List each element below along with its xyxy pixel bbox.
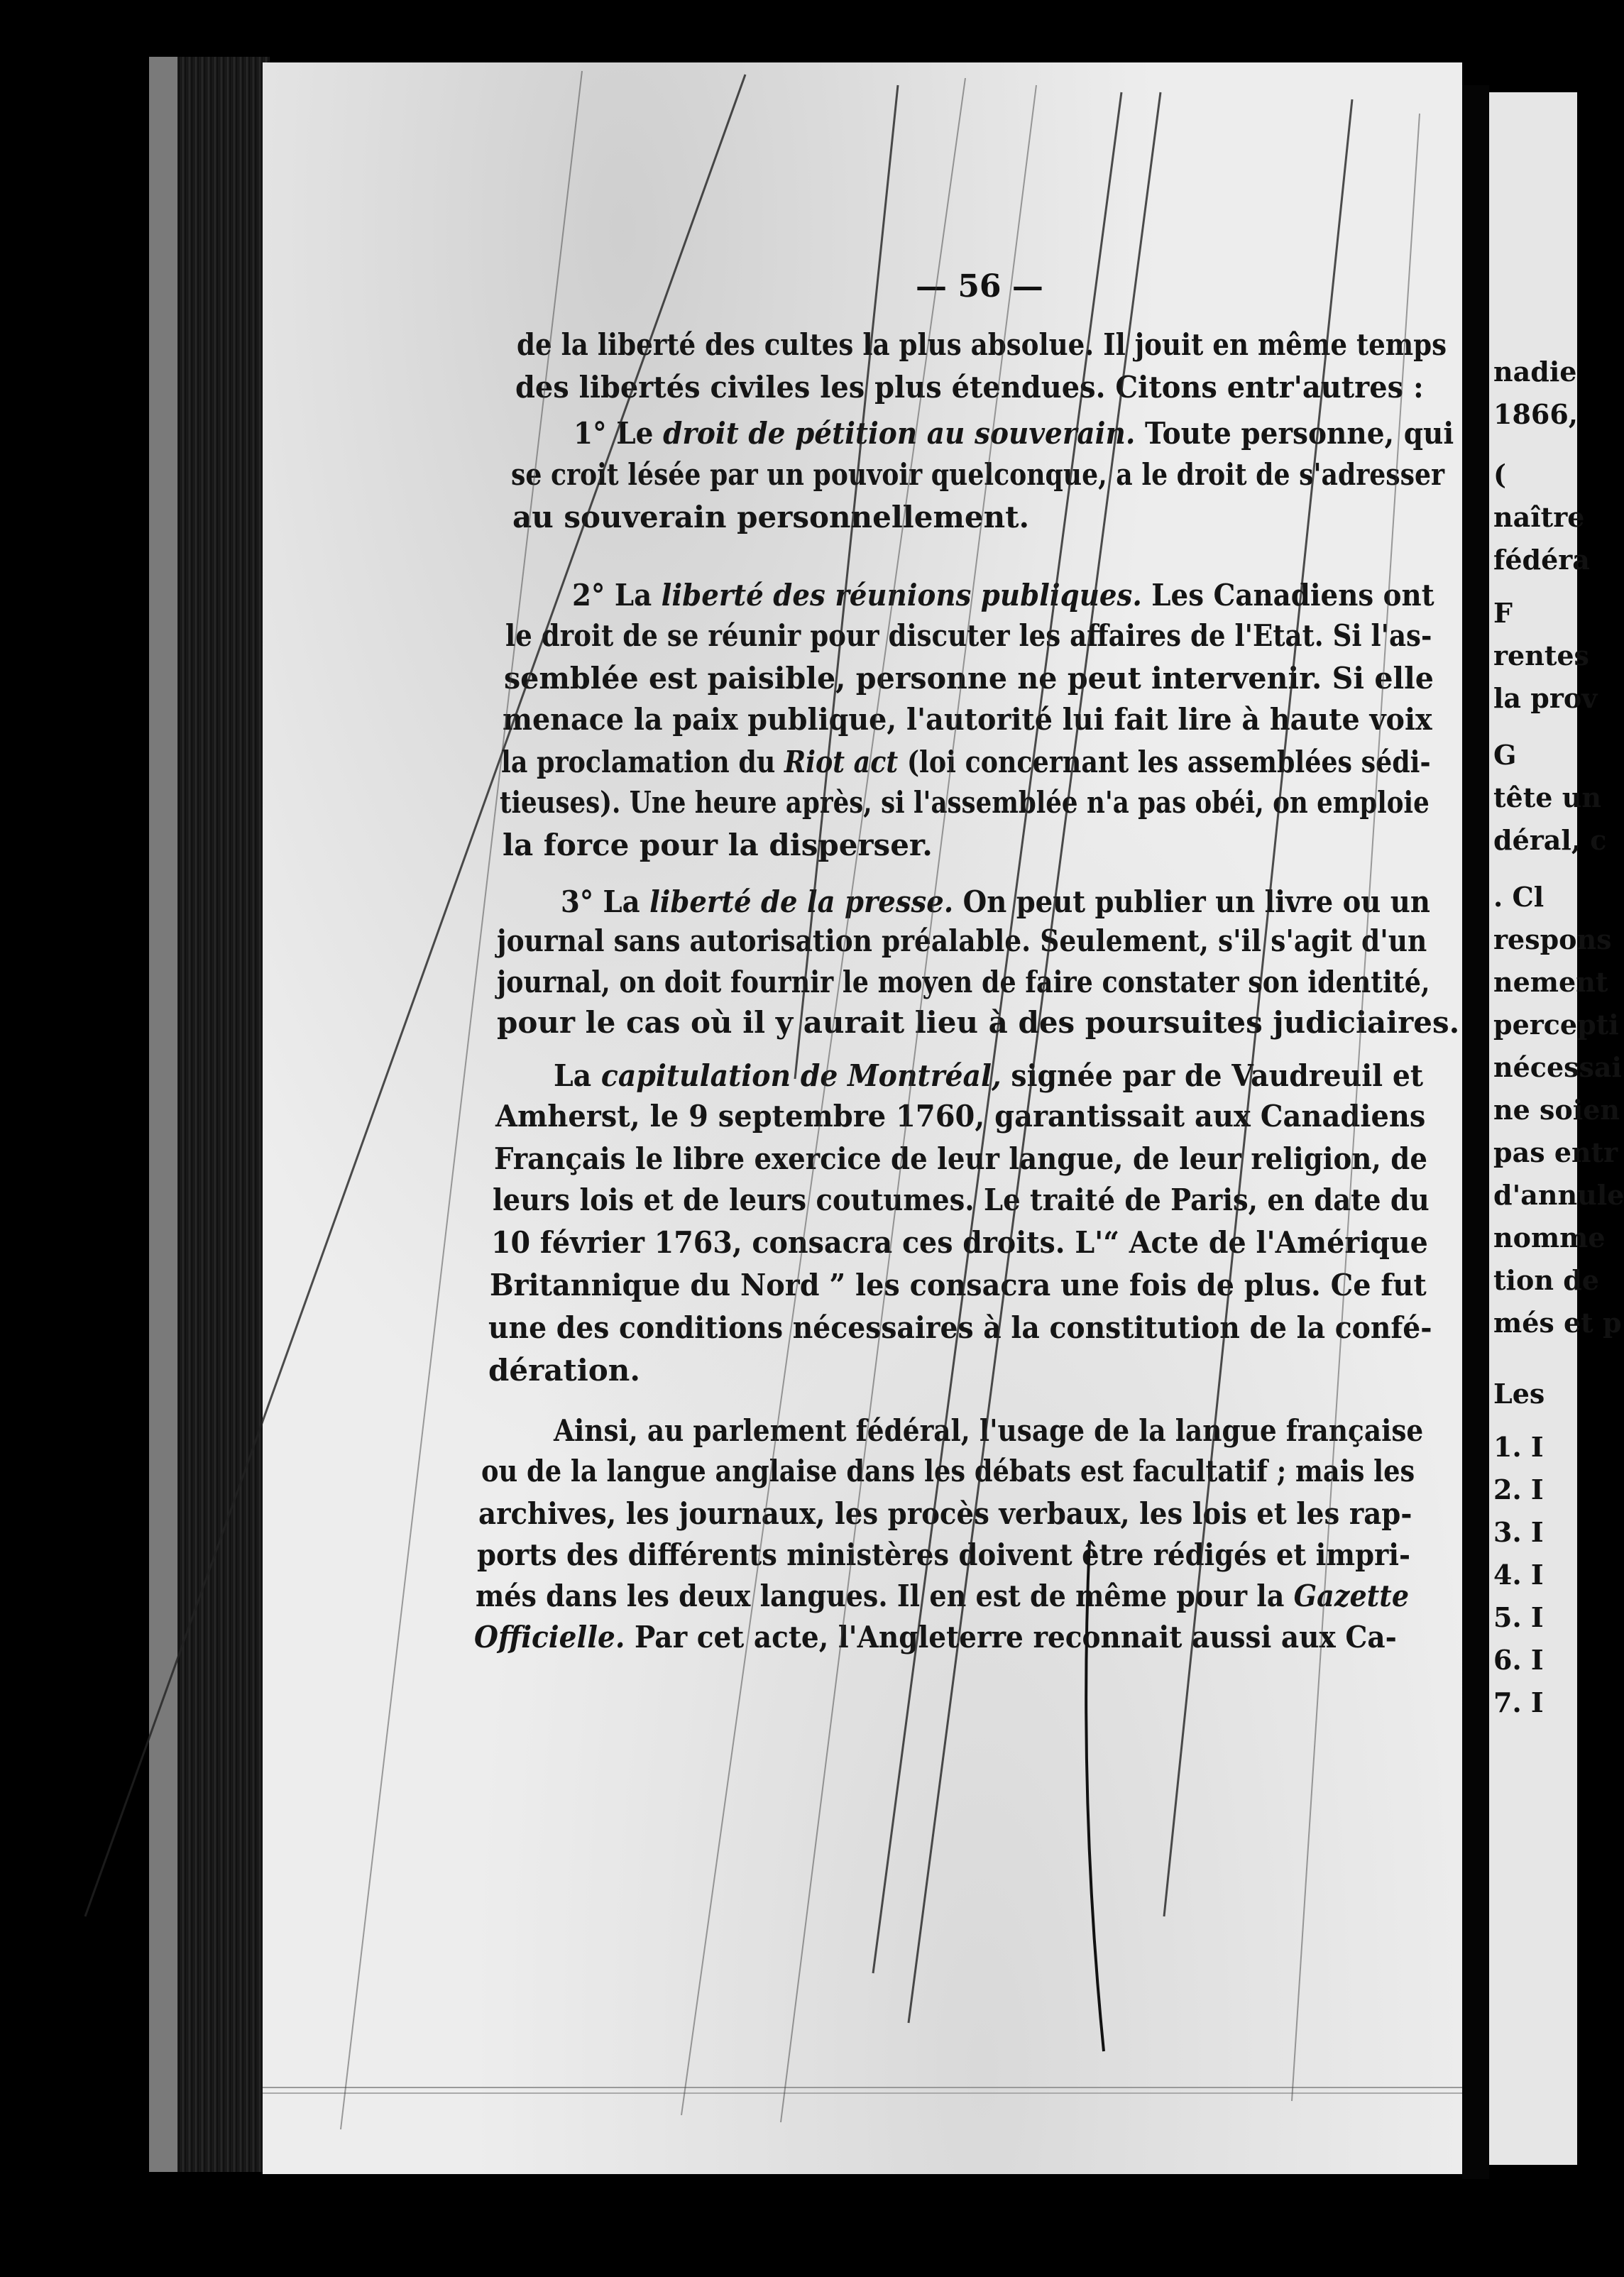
next-page-line: déral, c: [1493, 824, 1607, 856]
text-line: Français le libre exercice de leur langue, de leur religion, de: [494, 1141, 1427, 1176]
text-line: journal, on doit fournir le moyen de faire constater son identité,: [497, 965, 1430, 999]
italic-phrase: liberté de la presse.: [649, 884, 954, 919]
text-line: des libertés civiles les plus étendues. Citons entr'autres :: [515, 370, 1424, 405]
page-number: — 56 —: [916, 268, 1043, 304]
next-page-line: percepti: [1493, 1009, 1619, 1041]
text-line: 3° La liberté de la presse. On peut publier un livre ou un: [561, 884, 1430, 919]
text-line: més dans les deux langues. Il en est de même pour la Gazette: [476, 1579, 1410, 1613]
scratch-curve: [1086, 1540, 1104, 2051]
italic-phrase: droit de pétition au souverain.: [663, 416, 1136, 451]
next-page-line: 2. I: [1493, 1474, 1544, 1505]
next-page-line: (: [1493, 459, 1506, 490]
text-line: archives, les journaux, les procès verbaux, les lois et les rap-: [478, 1496, 1412, 1531]
next-page-line: Les: [1493, 1378, 1545, 1410]
scratch-line: [781, 85, 1036, 2122]
scratch-line: [1292, 114, 1420, 2101]
scratch-line: [85, 75, 745, 1916]
text-line: la force pour la disperser.: [503, 828, 933, 862]
next-page-line: 3. I: [1493, 1516, 1544, 1548]
next-page-line: 4. I: [1493, 1559, 1544, 1591]
next-page-line: nadie: [1493, 356, 1577, 388]
text-line: La capitulation de Montréal, signée par de Vaudreuil et: [554, 1058, 1424, 1093]
next-page-line: nement: [1493, 966, 1608, 998]
text-line: Ainsi, au parlement fédéral, l'usage de la langue française: [554, 1413, 1424, 1448]
text-line: Officielle. Par cet acte, l'Angleterre reconnait aussi aux Ca-: [474, 1620, 1397, 1655]
next-page-line: més et p: [1493, 1307, 1622, 1339]
next-page-line: ne soien: [1493, 1094, 1620, 1126]
text-line: menace la paix publique, l'autorité lui fait lire à haute voix: [503, 702, 1432, 737]
text-line: une des conditions nécessaires à la constitution de la confé-: [488, 1310, 1432, 1345]
next-page-line: pas entr: [1493, 1136, 1618, 1168]
italic-phrase: Riot act: [784, 745, 899, 779]
italic-phrase: capitulation de Montréal,: [600, 1058, 1002, 1093]
next-page-line: d'annule: [1493, 1179, 1624, 1211]
text-line: ports des différents ministères doivent être rédigés et impri-: [477, 1537, 1411, 1572]
next-page-line: G: [1493, 739, 1517, 771]
scratch-line: [681, 78, 965, 2115]
text-line: tieuses). Une heure après, si l'assemblée n'a pas obéi, on emploie: [500, 785, 1430, 820]
next-page-line: nécessai: [1493, 1051, 1622, 1083]
next-page-line: respons: [1493, 923, 1612, 955]
next-page-line: nomme: [1493, 1222, 1606, 1253]
next-page-line: la prov: [1493, 682, 1598, 714]
next-page-line: 1. I: [1493, 1431, 1544, 1463]
text-line: journal sans autorisation préalable. Seulement, s'il s'agit d'un: [497, 923, 1427, 958]
text-line: se croit lésée par un pouvoir quelconque, a le droit de s'adresser: [511, 457, 1445, 492]
text-line: de la liberté des cultes la plus absolue. Il jouit en même temps: [517, 327, 1447, 362]
text-line: Britannique du Nord ” les consacra une fois de plus. Ce fut: [490, 1268, 1427, 1302]
text-line: semblée est paisible, personne ne peut intervenir. Si elle: [504, 661, 1434, 696]
text-line: ou de la langue anglaise dans les débats est facultatif ; mais les: [481, 1454, 1415, 1488]
text-line: au souverain personnellement.: [512, 500, 1030, 534]
scratch-line: [909, 92, 1161, 2023]
text-line: le droit de se réunir pour discuter les affaires de l'Etat. Si l'as-: [505, 618, 1432, 653]
text-line: pour le cas où il y aurait lieu à des poursuites judiciaires.: [497, 1005, 1460, 1040]
next-page-line: rentes: [1493, 640, 1589, 671]
next-page-line: tion de: [1493, 1264, 1599, 1296]
text-line: la proclamation du Riot act (loi concernant les assemblées sédi-: [501, 745, 1431, 779]
scratch-line: [1164, 99, 1352, 1916]
italic-phrase: Officielle.: [474, 1620, 625, 1655]
next-page-line: fédéra: [1493, 544, 1590, 576]
text-line: 1° Le droit de pétition au souverain. Toute personne, qui: [574, 416, 1454, 451]
text-line: leurs lois et de leurs coutumes. Le traité de Paris, en date du: [493, 1183, 1430, 1217]
next-page-line: 7. I: [1493, 1686, 1544, 1718]
next-page-line: . Cl: [1493, 881, 1545, 913]
scratch-line: [873, 92, 1121, 1973]
next-page-line: 5. I: [1493, 1601, 1544, 1633]
next-page-line: tête un: [1493, 781, 1601, 813]
text-line: 2° La liberté des réunions publiques. Les Canadiens ont: [572, 578, 1434, 613]
next-page-line: naître: [1493, 501, 1585, 533]
text-line: 10 février 1763, consacra ces droits. L'“ Acte de l'Amérique: [491, 1225, 1428, 1260]
next-page-line: F: [1493, 597, 1513, 629]
text-line: dération.: [488, 1353, 640, 1388]
italic-phrase: Gazette: [1293, 1579, 1410, 1613]
next-page-line: 1866,: [1493, 398, 1578, 430]
text-line: Amherst, le 9 septembre 1760, garantissait aux Canadiens: [495, 1099, 1426, 1134]
italic-phrase: liberté des réunions publiques.: [661, 578, 1142, 613]
next-page-line: 6. I: [1493, 1644, 1544, 1676]
